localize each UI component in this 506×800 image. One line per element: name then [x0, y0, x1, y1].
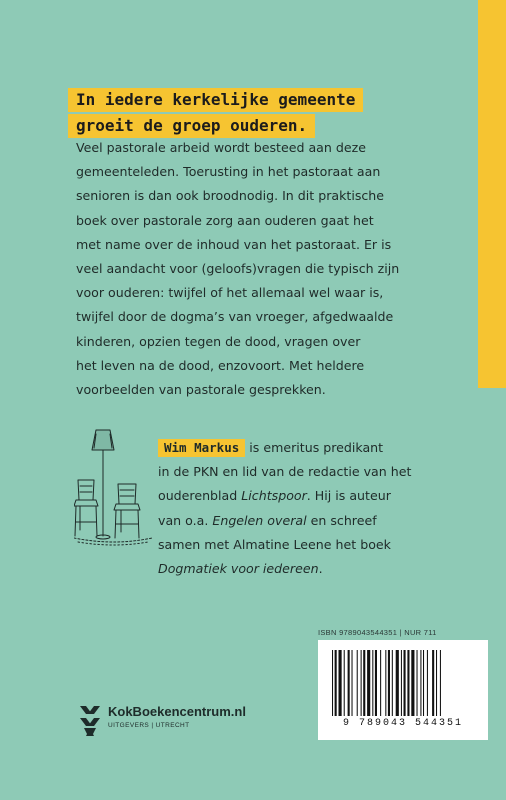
book-title: Engelen overal: [212, 512, 307, 528]
bio-text: . Hij is auteur: [306, 488, 391, 504]
bio-line-1: [158, 436, 458, 460]
blurb-line: boek over pastorale zorg aan ouderen gaat het: [76, 212, 374, 228]
blurb-line: Veel pastorale arbeid wordt besteed aan deze: [76, 140, 366, 155]
barcode-bars: [332, 650, 474, 716]
author-name: Wim Markus: [158, 439, 245, 457]
blurb-line: twijfel door de dogma’s van vroeger, afgedwaalde: [76, 309, 394, 325]
barcode-digits: 9 789043 544351: [342, 718, 463, 729]
publisher-subtitle: UITGEVERS | UTRECHT: [108, 722, 190, 729]
blurb-line: met name over de inhoud van het pastoraat. Er is: [76, 236, 392, 252]
bio-line-6: [158, 557, 458, 581]
bio-text: .: [318, 561, 323, 577]
bio-line-2: in de PKN en lid van de redactie van het: [158, 464, 412, 480]
headline-line-1: In iedere kerkelijke gemeente: [68, 88, 363, 112]
blurb-text: [76, 136, 400, 402]
magazine-title: Lichtspoor: [241, 488, 307, 504]
headline-line-2: groeit de groep ouderen.: [68, 114, 315, 138]
book-title: Dogmatiek voor iedereen: [158, 561, 319, 577]
author-bio: [158, 436, 458, 581]
bio-line-5: samen met Almatine Leene het boek: [158, 536, 391, 552]
blurb-line: gemeenteleden. Toerusting in het pastoraat aan: [76, 164, 381, 180]
bio-line-3: [158, 484, 458, 508]
blurb-line: senioren is dan ook broodnodig. In dit praktische: [76, 188, 385, 204]
publisher-logo-icon: [78, 704, 102, 738]
publisher-name: KokBoekencentrum.nl: [108, 704, 246, 719]
blurb-line: voor ouderen: twijfel of het allemaal wel waar is,: [76, 285, 384, 301]
headline: [68, 88, 363, 140]
blurb-line: voorbeelden van pastorale gesprekken.: [76, 382, 326, 398]
blurb-line: het leven na de dood, enzovoort. Met heldere: [76, 357, 365, 373]
yellow-edge-strip: [478, 0, 506, 388]
bio-line-4: [158, 509, 458, 533]
publisher-block: [78, 704, 278, 740]
bio-text: van o.a.: [158, 512, 213, 528]
bio-text: is emeritus predikant: [249, 440, 384, 455]
barcode: [318, 640, 488, 740]
blurb-line: veel aandacht voor (geloofs)vragen die typisch zijn: [76, 261, 400, 277]
isbn-nur-label: ISBN 9789043544351 | NUR 711: [318, 628, 437, 637]
bio-text: ouderenblad: [158, 488, 242, 504]
bio-text: en schreef: [306, 512, 377, 528]
blurb-line: kinderen, opzien tegen de dood, vragen over: [76, 333, 361, 349]
chairs-lamp-illustration: [74, 428, 154, 546]
